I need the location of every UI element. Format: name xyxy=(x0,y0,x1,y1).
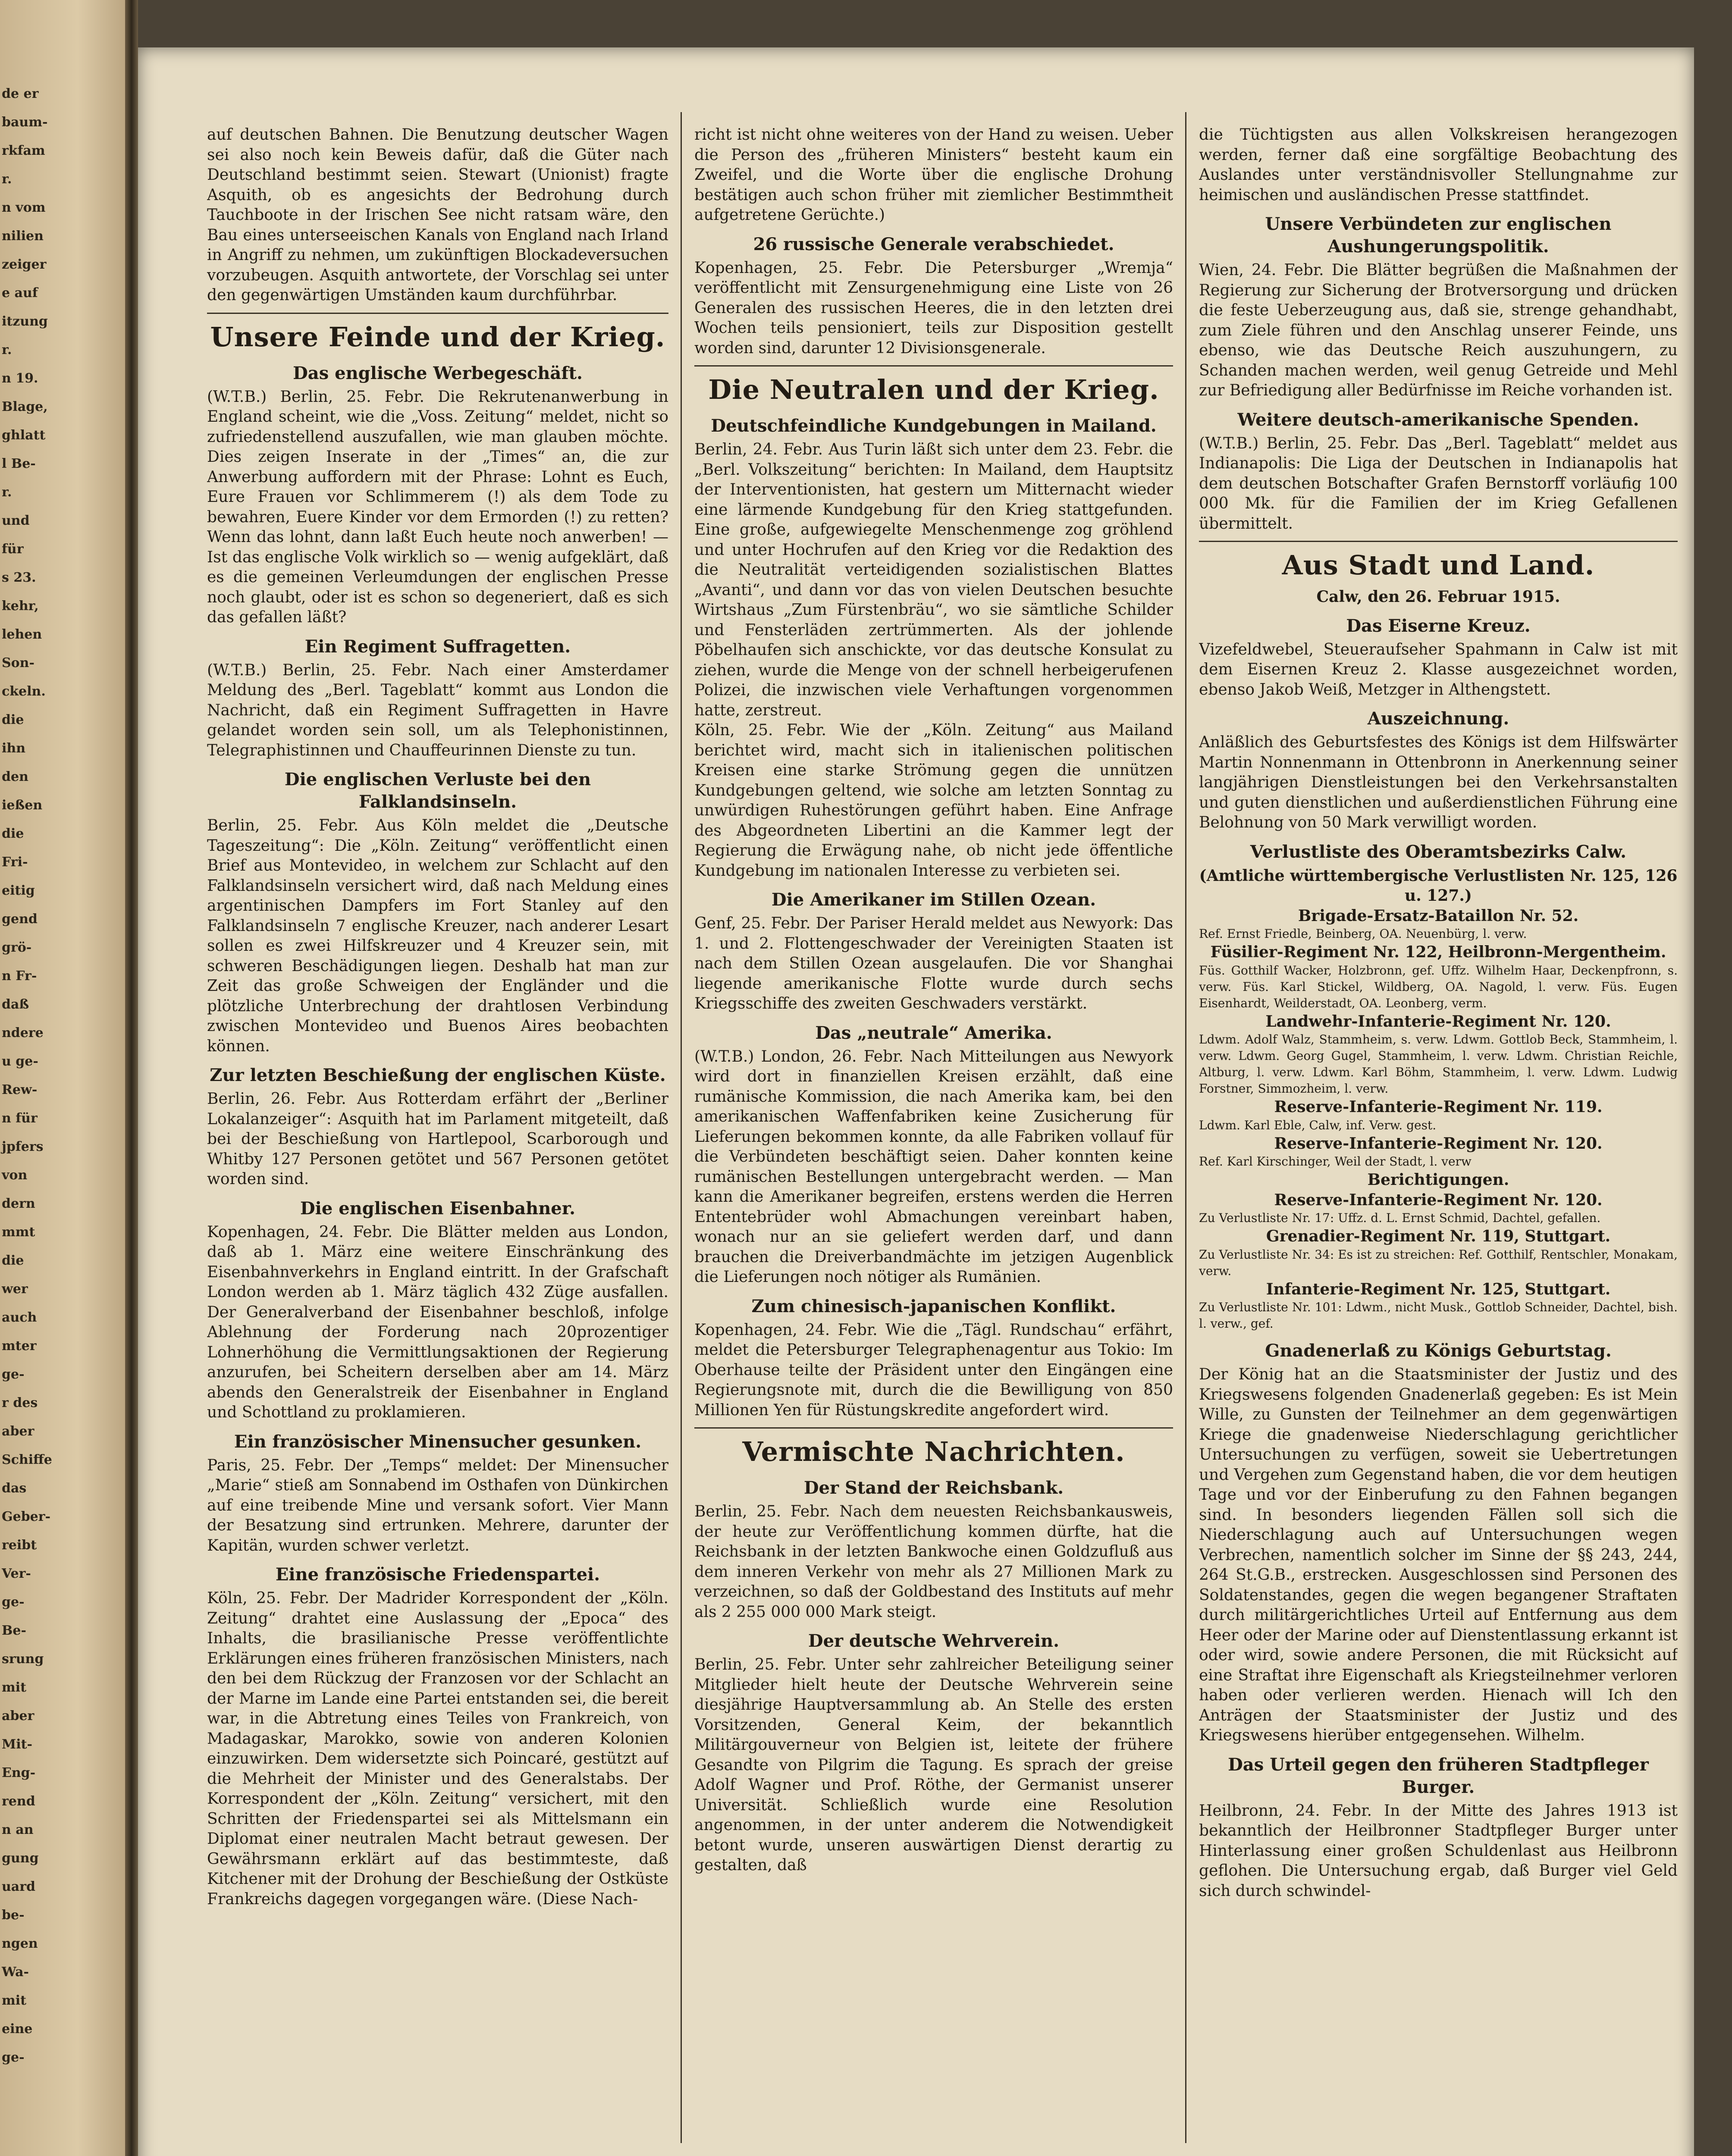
list-entry: Ldwm. Adolf Walz, Stammheim, s. verw. Ldwm. Gottlob Beck, Stammheim, l. verw. Ldwm. Georg Gugel, Stammheim, l. verw. Ldwm. Christian Reichle, Altburg, l. verw. Ldwm. Karl Böhm, Stammheim, l. verw. Ldwm. Ludwig Forstner, Simmozheim, l. verw. xyxy=(1199,1032,1678,1096)
article-heading: Die englischen Verluste bei den Falklandsinseln. xyxy=(284,769,591,812)
list-heading: Reserve-Infanterie-Regiment Nr. 120. xyxy=(1274,1191,1603,1209)
article-paragraph: Kopenhagen, 24. Febr. Die Blätter melden aus London, daß ab 1. März eine weitere Einschränkung des Eisenbahnverkehrs in England eintritt. In der Grafschaft London werden ab 1. März täglich 432 Züge ausfallen. Der Generalverband der Eisenbahner beschloß, infolge Ablehnung der Forderung nach 20prozentiger Lohnerhöhung die Vermittlungsaktionen der Regierung anzurufen, bei Scheitern derselben aber am 14. März abends den Generalstreik der Eisenbahner in England und Schottland zu proklamieren. xyxy=(207,1223,668,1421)
left-page-text-fragment: n Fr- xyxy=(2,968,37,984)
article-heading: Auszeichnung. xyxy=(1367,708,1509,729)
article-heading: Die Amerikaner im Stillen Ozean. xyxy=(771,890,1096,910)
left-page-text-fragment: Eng- xyxy=(2,1765,36,1780)
left-page-fragment xyxy=(0,0,129,2156)
left-page-text-fragment: r. xyxy=(2,172,12,187)
left-page-text-fragment: dern xyxy=(2,1196,35,1211)
left-page-text-fragment: zeiger xyxy=(2,257,47,272)
article-paragraph: (W.T.B.) Berlin, 25. Febr. Nach einer Amsterdamer Meldung des „Berl. Tageblatt“ kommt aus London die Nachricht, daß ein Regiment Suffragetten in Havre gelandet worden sein soll, um als Telephonistinnen, Telegraphistinnen und Chauffeurinnen Dienste zu tun. xyxy=(207,661,668,759)
list-heading: Berichtigungen. xyxy=(1367,1171,1509,1189)
left-page-text-fragment: be- xyxy=(2,1908,25,1923)
left-page-text-fragment: ndere xyxy=(2,1025,44,1040)
list-heading: Infanterie-Regiment Nr. 125, Stuttgart. xyxy=(1266,1280,1611,1298)
left-page-text-fragment: reibt xyxy=(2,1538,37,1553)
section-title: Aus Stadt und Land. xyxy=(1282,549,1595,581)
left-page-text-fragment: n 19. xyxy=(2,371,38,386)
article-paragraph: Anläßlich des Geburtsfestes des Königs ist dem Hilfswärter Martin Nonnenmann in Ottenbronn in Anerkennung seiner langjährigen Dienstleistungen bei den Verkehrsanstalten und guten dienstlichen und außerdienstlichen Führung eine Belohnung von 50 Mark verwilligt worden. xyxy=(1199,733,1678,831)
column-rule xyxy=(681,112,682,2143)
left-page-text-fragment: ckeln. xyxy=(2,684,46,699)
newspaper-page xyxy=(138,47,1694,2156)
list-heading: Grenadier-Regiment Nr. 119, Stuttgart. xyxy=(1266,1227,1611,1245)
left-page-text-fragment: rend xyxy=(2,1794,35,1809)
left-page-text-fragment: Rew- xyxy=(2,1082,38,1097)
article-paragraph: Der König hat an die Staatsminister der Justiz und des Kriegswesens folgenden Gnadenerlaß gegeben: Es ist Mein Wille, zu Gunsten der Teilnehmer an dem gegenwärtigen Kriege die gnadenweise Niederschlagung gerichtlicher Untersuchungen zu verfügen, soweit sie Uebertretungen und Vergehen zum Gegenstand haben, die vor dem heutigen Tage und vor der Einberufung zu den Fahnen begangen sind. In besonders liegenden Fällen soll sich die Niederschlagung auch auf Untersuchungen wegen Verbrechen, namentlich solcher im Sinne der §§ 243, 244, 264 St.G.B., erstrecken. Ausgeschlossen sind Personen des Soldatenstandes, gegen die wegen begangener Straftaten durch militärgerichtliches Urteil auf Entfernung aus dem Heer oder der Marine oder auf Dienstentlassung erkannt ist oder wird, sowie andere Personen, die mit Rücksicht auf eine Straftat ihre Eigenschaft als Kriegsteilnehmer verloren haben oder verlieren werden. Hienach will Ich den Anträgen der Staatsminister der Justiz und des Kriegswesens hierüber entgegensehen. Wilhelm. xyxy=(1199,1366,1678,1744)
left-page-text-fragment: ge- xyxy=(2,1595,25,1610)
article-heading: Das englische Werbegeschäft. xyxy=(293,363,583,383)
left-page-text-fragment: n vom xyxy=(2,200,46,215)
article-heading: Ein französischer Minensucher gesunken. xyxy=(234,1431,642,1452)
list-heading: (Amtliche württembergische Verlustlisten Nr. 125, 126 u. 127.) xyxy=(1199,866,1678,905)
article-heading: Die englischen Eisenbahner. xyxy=(300,1198,576,1219)
article-paragraph: richt ist nicht ohne weiteres von der Hand zu weisen. Ueber die Person des „früheren Ministers“ besteht kaum ein Zweifel, und die Worte über die englische Drohung bestätigen auch schon früher mit ziemlicher Bestimmtheit aufgetretene Gerüchte.) xyxy=(694,126,1173,224)
left-page-text-fragment: eine xyxy=(2,2021,33,2037)
list-entry: Füs. Gotthilf Wacker, Holzbronn, gef. Uffz. Wilhelm Haar, Deckenpfronn, s. verw. Füs. Karl Stickel, Wildberg, OA. Nagold, l. verw. Füs. Eugen Eisenhardt, Weilderstadt, OA. Leonberg, verm. xyxy=(1199,963,1678,1010)
column-1 xyxy=(207,125,668,2134)
article-heading: Weitere deutsch-amerikanische Spenden. xyxy=(1237,409,1639,430)
article-heading: Das „neutrale“ Amerika. xyxy=(815,1022,1052,1043)
left-page-text-fragment: gung xyxy=(2,1851,39,1866)
article-paragraph: auf deutschen Bahnen. Die Benutzung deutscher Wagen sei also noch kein Beweis dafür, daß die Güter nach Deutschland bestimmt seien. Stewart (Unionist) fragte Asquith, ob es angesichts der Bedrohung durch Tauchboote in der Irischen See nicht ratsam wäre, den Bau eines unterseeischen Kanals von England nach Irland in Angriff zu nehmen, um zukünftigen Blockadeversuchen vorzubeugen. Asquith antwortete, der Vorschlag sei unter den gegenwärtigen Umständen kaum durchführbar. xyxy=(207,126,668,304)
article-paragraph: Berlin, 25. Febr. Aus Köln meldet die „Deutsche Tageszeitung“: Die „Köln. Zeitung“ veröffentlicht einen Brief aus Montevideo, in welchem zur Schlacht auf den Falklandsinseln versichert wird, daß nach Meldung eines argentinischen Dampfers im Fort Stanley auf den Falklandsinseln 7 englische Kreuzer, nach anderer Lesart sollen es zwei Hilfskreuzer und 4 Kreuzer sein, mit schweren Beschädigungen liegen. Deshalb hat man zur Zeit das große Schweigen der Engländer und die plötzliche Unterbrechung der drahtlosen Verbindung zwischen Montevideo und Buenos Aires beobachten können. xyxy=(207,817,668,1055)
list-heading: Füsilier-Regiment Nr. 122, Heilbronn-Mergentheim. xyxy=(1210,943,1666,961)
article-paragraph: (W.T.B.) Berlin, 25. Febr. Die Rekrutenanwerbung in England scheint, wie die „Voss. Zeitung“ meldet, nicht so zufriedenstellend auszufallen, wie man glauben möchte. Dies zeigen Inserate in der „Times“ an, die zur Anwerbung auffordern mit der Phrase: Lohnt es Euch, Eure Frauen vor Schlimmerem (!) als dem Tode zu bewahren, Euere Kinder vor dem Ermorden (!) zu retten? Wenn das lohnt, dann laßt Euch heute noch anwerben! — Ist das englische Volk wirklich so — wenig aufgeklärt, daß es die gemeinen Verleumdungen der englischen Presse noch glaubt, oder ist es schon so degeneriert, daß es sich das gefallen läßt? xyxy=(207,388,668,626)
left-page-text-fragment: baum- xyxy=(2,115,48,130)
section-title: Unsere Feinde und der Krieg. xyxy=(210,321,665,353)
left-page-text-fragment: auch xyxy=(2,1310,37,1325)
left-page-text-fragment: n an xyxy=(2,1822,34,1837)
left-page-text-fragment: srung xyxy=(2,1651,44,1667)
article-paragraph: Berlin, 24. Febr. Aus Turin läßt sich unter dem 23. Febr. die „Berl. Volkszeitung“ berichten: In Mailand, dem Hauptsitz der Interventionisten, hat gestern um Mitternacht wieder eine lärmende Kundgebung für den Krieg stattgefunden. Eine große, aufgewiegelte Menschenmenge zog gröhlend und unter Hochrufen auf den Krieg vor die Redaktion des die Neutralität verteidigenden sozialistischen Blattes „Avanti“, und dann vor das von vielen Deutschen besuchte Wirtshaus „Zum Fürstenbräu“, wo sie sämtliche Schilder und Fensterläden zertrümmerten. Als der johlende Pöbelhaufen sich anschickte, vor das deutsche Konsulat zu ziehen, wurde die Menge von der schnell herbeigerufenen Polizei, die inzwischen viele Verhaftungen vorgenommen hatte, zerstreut. xyxy=(694,441,1173,719)
left-page-text-fragment: mmt xyxy=(2,1225,35,1240)
article-heading: Eine französische Friedenspartei. xyxy=(275,1564,600,1585)
list-entry: Zu Verlustliste Nr. 34: Es ist zu streichen: Ref. Gotthilf, Rentschler, Monakam, verw. xyxy=(1199,1247,1678,1278)
left-page-text-fragment: ihn xyxy=(2,741,26,756)
column-3 xyxy=(1199,125,1678,2134)
article-paragraph: Berlin, 25. Febr. Unter sehr zahlreicher Beteiligung seiner Mitglieder hielt heute der Deutsche Wehrverein seine diesjährige Hauptversammlung ab. An Stelle des ersten Vorsitzenden, General Keim, der bekanntlich Militärgouverneur von Belgien ist, leitete der frühere Gesandte von Pilgrim die Tagung. Es sprach der greise Adolf Wagner und Prof. Röthe, der Germanist unserer Universität. Schließlich wurde eine Resolution angenommen, in der unter anderem die Notwendigkeit betont wurde, unseren auswärtigen Dienst derartig zu gestalten, daß xyxy=(694,1656,1173,1874)
article-paragraph: (W.T.B.) London, 26. Febr. Nach Mitteilungen aus Newyork wird dort in finanziellen Kreisen erzählt, daß eine rumänische Kommission, die nach Amerika kam, bei den amerikanischen Waffenfabriken keine Zusicherung für Lieferungen bekommen konnte, da alle Fabriken vollauf für die Verbündeten beschäftigt seien. Daher konnten keine rumänischen Bestellungen untergebracht werden. — Man kann die Amerikaner begreifen, erstens werden die Herren Ententebrüder wohl Abmachungen vereinbart haben, wonach nur an sie geliefert werden darf, und dann brauchen die Dreiverbandmächte im jetzigen Augenblick die Lieferungen noch nötiger als Rumänien. xyxy=(694,1047,1173,1286)
left-page-text-fragment: nilien xyxy=(2,229,44,244)
left-page-text-fragment: eitig xyxy=(2,883,35,898)
list-entry: Ref. Karl Kirschinger, Weil der Stadt, l. verw xyxy=(1199,1154,1472,1169)
section-divider xyxy=(694,365,1173,367)
left-page-text-fragment: s 23. xyxy=(2,570,36,585)
article-paragraph: Wien, 24. Febr. Die Blätter begrüßen die Maßnahmen der Regierung zur Sicherung der Brotversorgung und drücken die feste Ueberzeugung aus, daß sie, strenge gehandhabt, zum Ziele führen und den Anschlag unserer Feinde, uns ebenso, wie das Deutsche Reich auszuhungern, zu Schanden machen werden, weil genug Getreide und Mehl zur Befriedigung aller Bedürfnisse im Reiche vorhanden ist. xyxy=(1199,261,1678,399)
left-page-text-fragment: wer xyxy=(2,1282,28,1297)
left-page-text-fragment: Fri- xyxy=(2,855,28,870)
left-page-text-fragment: mter xyxy=(2,1338,37,1354)
left-page-text-fragment: r des xyxy=(2,1395,38,1410)
left-page-text-fragment: ießen xyxy=(2,798,43,813)
section-title: Vermischte Nachrichten. xyxy=(742,1436,1125,1467)
left-page-text-fragment: mit xyxy=(2,1993,26,2008)
left-page-text-fragment: itzung xyxy=(2,314,48,329)
left-page-text-fragment: den xyxy=(2,769,28,784)
list-heading: Reserve-Infanterie-Regiment Nr. 120. xyxy=(1274,1134,1603,1153)
article-paragraph: Berlin, 25. Febr. Nach dem neuesten Reichsbankausweis, der heute zur Veröffentlichung kommen dürfte, hat die Reichsbank in der letzten Bankwoche einen Goldzufluß aus dem inneren Verkehr von mehr als 27 Millionen Mark zu verzeichnen, so daß der Goldbestand des Instituts auf mehr als 2 255 000 000 Mark steigt. xyxy=(694,1503,1173,1621)
column-rule xyxy=(1185,112,1186,2143)
left-page-text-fragment: e auf xyxy=(2,285,38,301)
left-page-text-fragment: n für xyxy=(2,1111,38,1126)
left-page-text-fragment: jpfers xyxy=(2,1139,44,1154)
left-page-text-fragment: die xyxy=(2,1253,24,1268)
article-heading: Das Urteil gegen den früheren Stadtpfleger Burger. xyxy=(1228,1754,1649,1797)
left-page-text-fragment: aber xyxy=(2,1708,35,1724)
article-heading: Der deutsche Wehrverein. xyxy=(808,1631,1060,1651)
left-page-text-fragment: für xyxy=(2,542,24,557)
article-paragraph: Köln, 25. Febr. Der Madrider Korrespondent der „Köln. Zeitung“ drahtet eine Auslassung der „Epoca“ des Inhalts, die brasilianische Presse veröffentlichte Erklärungen eines früheren französischen Ministers, nach den bei dem Rückzug der Franzosen vor der Schlacht an der Marne im Lande eine Partei entstanden sei, die bereit war, in die Abtretung eines Teiles von Frankreich, von Madagaskar, Marokko, sowie von anderen Kolonien einzuwirken. Dem widersetzte sich Poincaré, gestützt auf die Mehrheit der Minister und des Generalstabs. Der Korrespondent der „Köln. Zeitung“ versichert, mit den Schritten der Friedenspartei sei als Mittelsmann ein Diplomat einer neutralen Macht betraut gewesen. Der Gewährsmann erklärt auf das bestimmteste, daß Kitchener mit der Drohung der Beschießung der Ostküste Frankreichs dagegen vorgegangen wäre. (Diese Nach- xyxy=(207,1589,668,1908)
left-page-text-fragment: ge- xyxy=(2,2050,25,2065)
left-page-text-fragment: Son- xyxy=(2,655,35,671)
left-page-text-fragment: r. xyxy=(2,342,12,357)
article-paragraph: Genf, 25. Febr. Der Pariser Herald meldet aus Newyork: Das 1. und 2. Flottengeschwader der Vereinigten Staaten ist nach dem Stillen Ozean ausgelaufen. Die vor Shanghai liegende amerikanische Flotte wurde durch sechs Kriegsschiffe des zweiten Geschwaders verstärkt. xyxy=(694,915,1173,1012)
left-page-text-fragment: Be- xyxy=(2,1623,26,1638)
left-page-text-fragment: Geber- xyxy=(2,1509,51,1524)
section-divider xyxy=(1199,541,1678,542)
left-page-text-fragment: mit xyxy=(2,1680,26,1695)
left-page-text-fragment: die xyxy=(2,712,24,727)
left-page-text-fragment: Wa- xyxy=(2,1965,29,1980)
article-paragraph: Kopenhagen, 25. Febr. Die Petersburger „Wremja“ veröffentlicht mit Zensurgenehmigung eine Liste von 26 Generalen des russischen Heeres, die in den letzten drei Wochen teils pensioniert, teils zur Disposition gestellt worden sind, darunter 12 Divisionsgenerale. xyxy=(694,259,1173,357)
left-page-text-fragment: ge- xyxy=(2,1367,25,1382)
article-paragraph: (W.T.B.) Berlin, 25. Febr. Das „Berl. Tageblatt“ meldet aus Indianapolis: Die Liga der Deutschen in Indianapolis hat dem deutschen Botschafter Grafen Bernstorff vorläufig 100 000 Mk. für die Familien der im Krieg Gefallenen übermittelt. xyxy=(1199,434,1678,533)
list-entry: Zu Verlustliste Nr. 101: Ldwm., nicht Musk., Gottlob Schneider, Dachtel, bish. l. verw., gef. xyxy=(1199,1300,1678,1331)
left-page-text-fragment: aber xyxy=(2,1424,35,1439)
left-page-text-fragment: l Be- xyxy=(2,456,36,471)
left-page-text-fragment: und xyxy=(2,513,30,528)
dateline: Calw, den 26. Februar 1915. xyxy=(1316,588,1560,606)
list-heading: Brigade-Ersatz-Bataillon Nr. 52. xyxy=(1298,906,1579,925)
article-paragraph: Kopenhagen, 24. Febr. Wie die „Tägl. Rundschau“ erfährt, meldet die Petersburger Telegraphenagentur aus Tokio: Im Oberhause teilte der Präsident unter den Eingängen eine Regierungsnote mit, durch die die Bewilligung von 850 Millionen Yen für Rüstungskredite angefordert wird. xyxy=(694,1321,1173,1419)
article-heading: 26 russische Generale verabschiedet. xyxy=(753,234,1114,254)
left-page-text-fragment: die xyxy=(2,826,24,841)
book-gutter xyxy=(125,0,138,2156)
article-heading: Ein Regiment Suffragetten. xyxy=(304,636,571,657)
left-page-text-fragment: Blage, xyxy=(2,399,48,414)
left-page-text-fragment: r. xyxy=(2,485,12,500)
article-heading: Unsere Verbündeten zur englischen Aushungerungspolitik. xyxy=(1265,214,1612,257)
left-page-text-fragment: Ver- xyxy=(2,1566,31,1581)
left-page-text-fragment: von xyxy=(2,1168,28,1183)
left-page-text-fragment: gend xyxy=(2,912,38,927)
list-entry: Zu Verlustliste Nr. 17: Uffz. d. L. Ernst Schmid, Dachtel, gefallen. xyxy=(1199,1211,1601,1225)
article-heading: Gnadenerlaß zu Königs Geburtstag. xyxy=(1265,1341,1612,1361)
article-paragraph: Paris, 25. Febr. Der „Temps“ meldet: Der Minensucher „Marie“ stieß am Sonnabend im Osthafen von Dünkirchen auf eine treibende Mine und versank sofort. Vier Mann der Besatzung sind ertrunken. Mehrere, darunter der Kapitän, wurden schwer verletzt. xyxy=(207,1456,668,1554)
article-heading: Der Stand der Reichsbank. xyxy=(803,1478,1064,1498)
article-paragraph: Köln, 25. Febr. Wie der „Köln. Zeitung“ aus Mailand berichtet wird, macht sich in italienischen politischen Kreisen eine starke Strömung gegen die unnützen Kundgebungen geltend, wie solche am letzten Sonntag zu unwürdigen Ruhestörungen geführt haben. Eine Anfrage des Abgeordneten Libertini an die Kammer legt der Regierung die Erwägung nahe, ob nicht jede öffentliche Kundgebung im nationalen Interesse zu verbieten sei. xyxy=(694,721,1173,880)
left-page-text-fragment: daß xyxy=(2,997,29,1012)
list-heading: Reserve-Infanterie-Regiment Nr. 119. xyxy=(1274,1098,1603,1116)
article-heading: Zum chinesisch-japanischen Konflikt. xyxy=(751,1296,1116,1316)
left-page-text-fragment: das xyxy=(2,1481,27,1496)
article-paragraph: die Tüchtigsten aus allen Volkskreisen herangezogen werden, ferner daß eine sorgfältige Beobachtung des Auslandes unter verständnisvoller Stellungnahme zur heimischen und ausländischen Presse stattfindet. xyxy=(1199,126,1678,204)
left-page-text-fragment: u ge- xyxy=(2,1054,38,1069)
column-2 xyxy=(694,125,1173,2134)
list-entry: Ref. Ernst Friedle, Beinberg, OA. Neuenbürg, l. verw. xyxy=(1199,927,1527,941)
left-page-text-fragment: ngen xyxy=(2,1936,38,1951)
left-page-text-fragment: Mit- xyxy=(2,1737,32,1752)
article-paragraph: Berlin, 26. Febr. Aus Rotterdam erfährt der „Berliner Lokalanzeiger“: Asquith hat im Parlament mitgeteilt, daß bei der Beschießung von Hartlepool, Scarborough und Whitby 127 Personen getötet und 567 Personen getötet worden sind. xyxy=(207,1090,668,1188)
list-heading: Landwehr-Infanterie-Regiment Nr. 120. xyxy=(1265,1012,1611,1031)
article-heading: Verlustliste des Oberamtsbezirks Calw. xyxy=(1250,841,1627,862)
list-entry: Ldwm. Karl Eble, Calw, inf. Verw. gest. xyxy=(1199,1118,1437,1132)
left-page-text-fragment: lehen xyxy=(2,627,42,642)
left-page-text-fragment: Schiffe xyxy=(2,1452,52,1467)
section-title: Die Neutralen und der Krieg. xyxy=(708,374,1159,405)
left-page-text-fragment: de er xyxy=(2,86,39,101)
left-page-text-fragment: rkfam xyxy=(2,143,45,158)
left-page-text-fragment: kehr, xyxy=(2,599,39,614)
article-heading: Zur letzten Beschießung der englischen Küste. xyxy=(210,1065,666,1085)
article-heading: Das Eiserne Kreuz. xyxy=(1346,615,1531,636)
article-paragraph: Vizefeldwebel, Steueraufseher Spahmann in Calw ist mit dem Eisernen Kreuz 2. Klasse ausgezeichnet worden, ebenso Jakob Weiß, Metzger in Althengstett. xyxy=(1199,640,1678,699)
left-page-text-fragment: grö- xyxy=(2,940,32,955)
section-divider xyxy=(207,313,668,314)
section-divider xyxy=(694,1427,1173,1429)
left-page-text-fragment: ghlatt xyxy=(2,428,46,443)
left-page-text-fragment: uard xyxy=(2,1879,36,1894)
article-paragraph: Heilbronn, 24. Febr. In der Mitte des Jahres 1913 ist bekanntlich der Heilbronner Stadtpfleger Burger unter Hinterlassung einer großen Schuldenlast aus Heilbronn geflohen. Die Untersuchung ergab, daß Burger viel Geld sich durch schwindel- xyxy=(1199,1802,1678,1900)
article-heading: Deutschfeindliche Kundgebungen in Mailand. xyxy=(711,416,1157,436)
